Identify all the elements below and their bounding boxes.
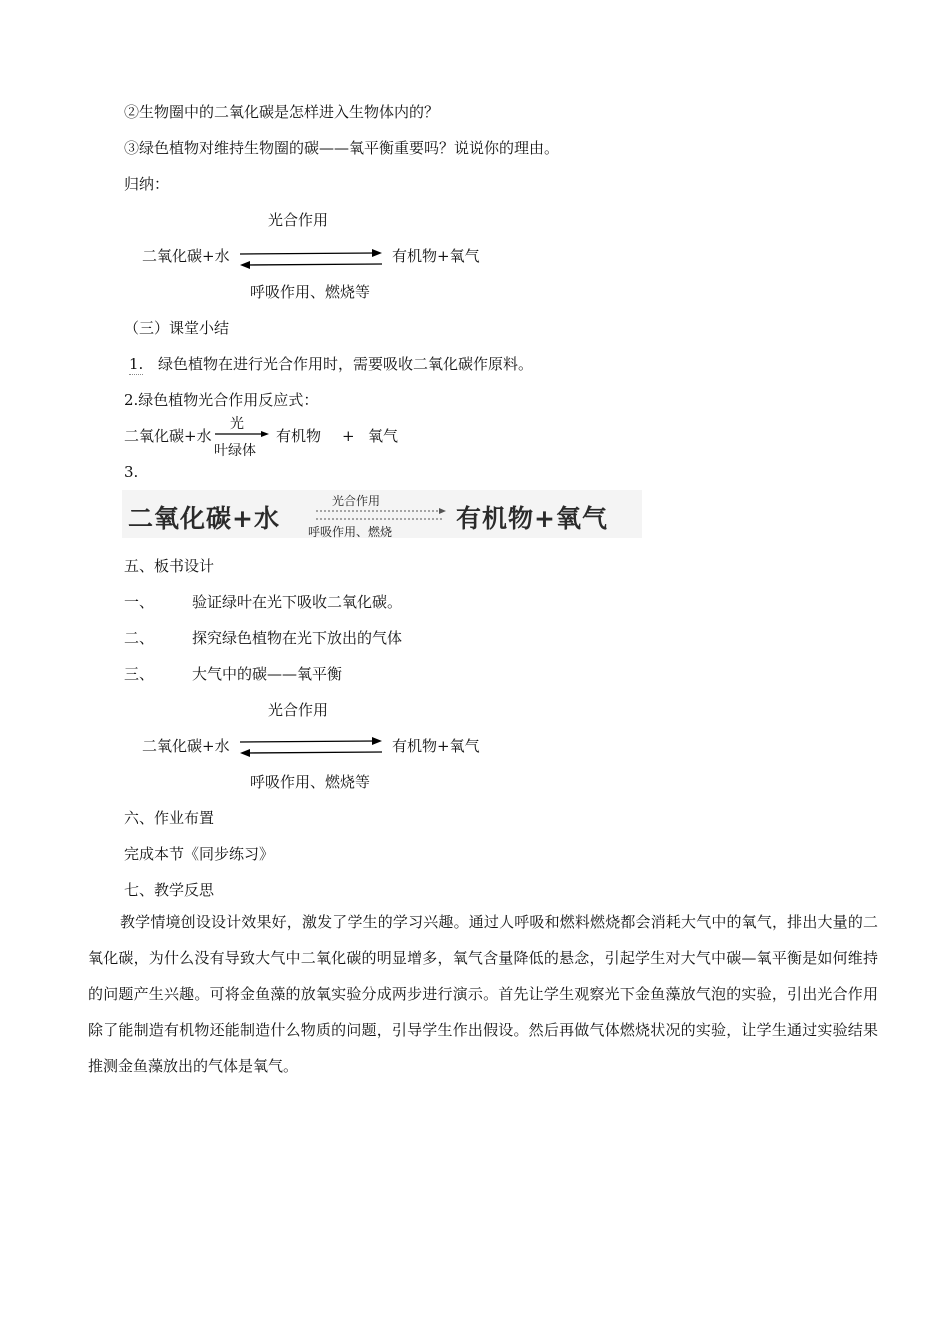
equation-arrow xyxy=(214,429,270,439)
board-item-2-number: 二、 xyxy=(124,629,155,647)
cycle-equation-image xyxy=(122,490,642,538)
board-item-1-number: 一、 xyxy=(124,593,155,611)
section-3-title: （三）课堂小结 xyxy=(124,319,230,337)
question-3: ③绿色植物对维持生物圈的碳——氧平衡重要吗？说说你的理由。 xyxy=(124,139,560,157)
board-cycle-top-label: 光合作用 xyxy=(268,701,329,719)
image-equation-bottom: 呼吸作用、燃烧 xyxy=(308,525,393,539)
image-equation-left: 二氧化碳+水 xyxy=(128,504,280,533)
board-item-1: 验证绿叶在光下吸收二氧化碳。 xyxy=(192,593,403,611)
cycle-top-label: 光合作用 xyxy=(268,211,329,229)
homework-text: 完成本节《同步练习》 xyxy=(124,845,275,863)
board-cycle-right-label: 有机物+氧气 xyxy=(392,737,480,755)
question-2: ②生物圈中的二氧化碳是怎样进入生物体内的？ xyxy=(124,103,440,121)
point-1-text: 绿色植物在进行光合作用时，需要吸收二氧化碳作原料。 xyxy=(158,355,534,373)
board-cycle-bottom-label: 呼吸作用、燃烧等 xyxy=(250,773,371,791)
board-design-title: 五、板书设计 xyxy=(124,557,215,575)
cycle-arrows xyxy=(236,248,386,270)
image-equation-arrows xyxy=(314,508,448,522)
cycle-left-label: 二氧化碳+水 xyxy=(142,247,230,265)
point-2-text: 2.绿色植物光合作用反应式： xyxy=(124,391,319,409)
equation-reactants: 二氧化碳+水 xyxy=(124,427,212,445)
reflection-paragraph: 教学情境创设设计效果好，激发了学生的学习兴趣。通过人呼吸和燃料燃烧都会消耗大气中的氧气，排出大量的二氧化碳，为什么没有导致大气中二氧化碳的明显增多，氧气含量降低的悬念，引起学生对大气中碳—氧平衡是如何维持的问题产生兴趣。可将金鱼藻的放氧实验分成两步进行演示。首先让学生观察光下金鱼藻放气泡的实验，引出光合作用除了能制造有机物还能制造什么物质的问题，引导学生作出假设。然后再做气体燃烧状况的实验，让学生通过实验结果推测金鱼藻放出的气体是氧气。 xyxy=(88,913,878,1075)
equation-condition-chloroplast: 叶绿体 xyxy=(214,443,256,459)
cycle-right-label: 有机物+氧气 xyxy=(392,247,480,265)
cycle-bottom-label: 呼吸作用、燃烧等 xyxy=(250,283,371,301)
equation-plus: + xyxy=(342,427,355,445)
equation-product-organic: 有机物 xyxy=(276,427,322,445)
image-equation-top: 光合作用 xyxy=(332,494,381,508)
equation-condition-light: 光 xyxy=(230,416,244,432)
board-cycle-left-label: 二氧化碳+水 xyxy=(142,737,230,755)
homework-title: 六、作业布置 xyxy=(124,809,215,827)
point-1-number: 1. xyxy=(129,355,144,373)
reflection-title: 七、教学反思 xyxy=(124,881,215,899)
point-3-number: 3. xyxy=(124,463,139,481)
board-cycle-arrows xyxy=(236,736,386,758)
summary-label: 归纳： xyxy=(124,175,170,193)
board-item-2: 探究绿色植物在光下放出的气体 xyxy=(192,629,403,647)
equation-product-oxygen: 氧气 xyxy=(368,427,399,445)
image-equation-right: 有机物+氧气 xyxy=(456,504,608,533)
board-item-3: 大气中的碳——氧平衡 xyxy=(192,665,343,683)
board-item-3-number: 三、 xyxy=(124,665,155,683)
